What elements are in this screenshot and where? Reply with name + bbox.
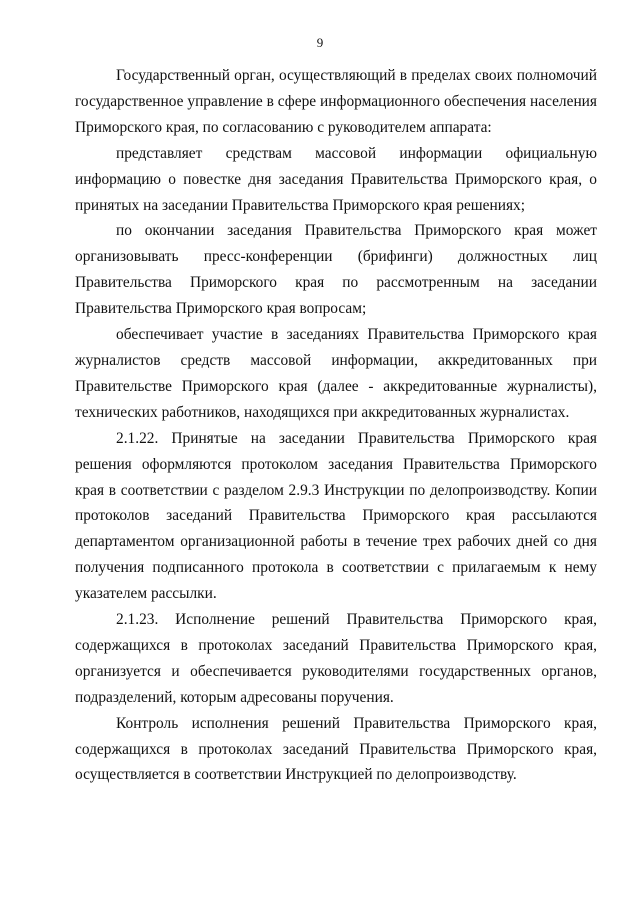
paragraph-press-conferences: по окончании заседания Правительства Приморского края может организовывать пресс-конференции (брифинги) должностных лиц Правительства Приморского края по рассмотренным на заседании Правительства Приморского края вопросам; <box>75 222 597 318</box>
paragraph-control: Контроль исполнения решений Правительства Приморского края, содержащихся в протоколах заседаний Правительства Приморского края, осуществляется в соответствии Инструкцией по делопроизводству. <box>75 714 597 784</box>
paragraph-2-1-23: 2.1.23. Исполнение решений Правительства Приморского края, содержащихся в протоколах заседаний Правительства Приморского края, организуется и обеспечивается руководителями государственных органов, подразделений, которым адресованы поручения. <box>75 611 597 706</box>
page-number: 9 <box>316 35 324 50</box>
paragraph-state-body-intro: Государственный орган, осуществляющий в пределах своих полномочий государственное управление в сфере информационного обеспечения населения Приморского края, по согласованию с руководителем аппарата: <box>75 67 597 136</box>
document-body <box>75 63 597 788</box>
paragraph-media-information: представляет средствам массовой информации официальную информацию о повестке дня заседания Правительства Приморского края, о принятых на заседании Правительства Приморского края решениях; <box>75 144 597 214</box>
paragraph-journalist-participation: обеспечивает участие в заседаниях Правительства Приморского края журналистов средств массовой информации, аккредитованных при Правительстве Приморского края (далее - аккредитованные журналисты), технических работников, находящихся при аккредитованных журналистах. <box>75 326 597 421</box>
paragraph-2-1-22: 2.1.22. Принятые на заседании Правительства Приморского края решения оформляются протоколом заседания Правительства Приморского края в соответствии с разделом 2.9.3 Инструкции по делопроизводству. Копии протоколов заседаний Правительства Приморского края рассылаются департаментом организационной работы в течение трех рабочих дней со дня получения подписанного протокола в соответствии с прилагаемым к нему указателем рассылки. <box>75 429 597 603</box>
